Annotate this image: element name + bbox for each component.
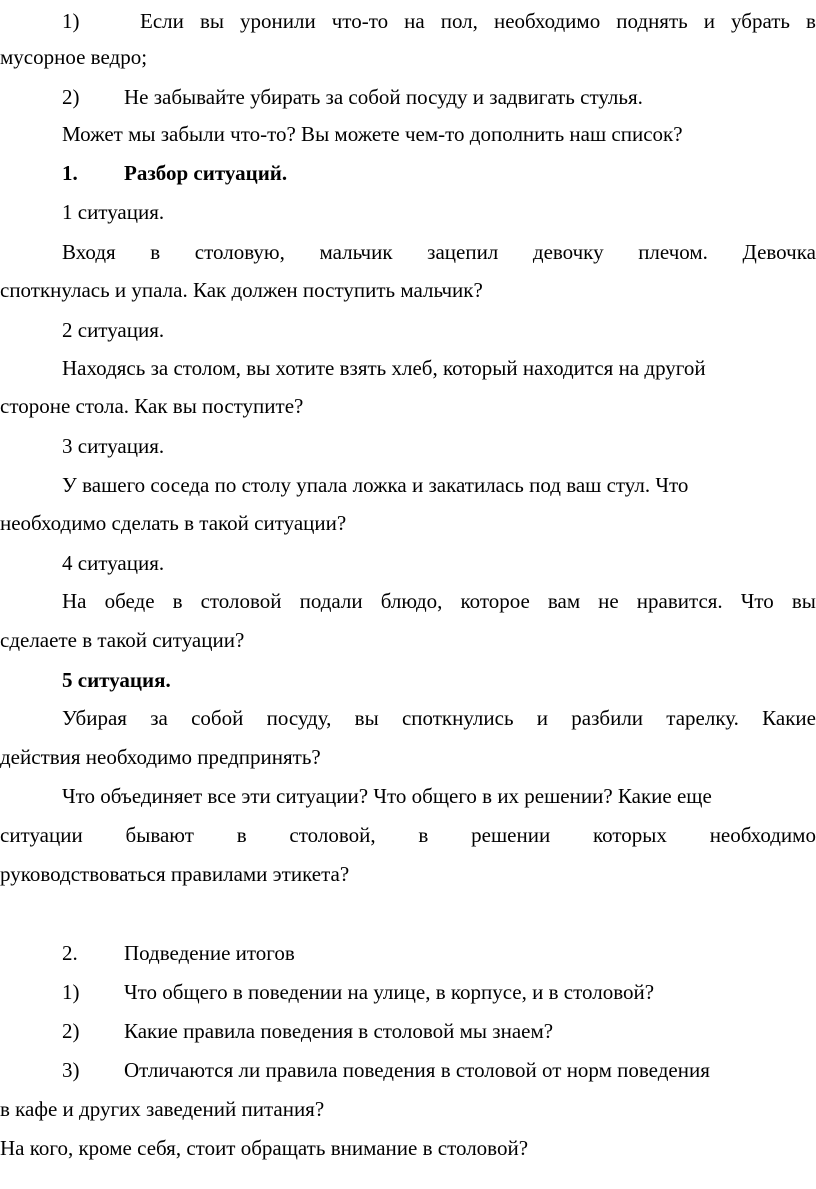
list-number: 2)	[62, 1019, 80, 1043]
word: девочку	[532, 240, 604, 264]
word: в	[236, 823, 247, 847]
word: нравится.	[636, 589, 723, 613]
list-number: 3)	[62, 1058, 80, 1082]
word: поднять	[616, 9, 688, 33]
word: что-то	[331, 9, 389, 33]
word: столовую,	[194, 240, 285, 264]
common-question-line-2	[0, 822, 816, 848]
section-number: 1.	[62, 161, 78, 185]
situation-5-line-2: действия необходимо предпринять?	[0, 745, 321, 769]
word: споткнулись	[401, 706, 514, 730]
word: зацепил	[427, 240, 499, 264]
list-item-text: Не забывайте убирать за собой посуду и задвигать стулья.	[124, 85, 643, 109]
word: Если	[140, 9, 184, 33]
word: посуду,	[266, 706, 332, 730]
word: не	[598, 589, 619, 613]
word: мальчик	[319, 240, 393, 264]
word: за	[150, 706, 168, 730]
word: в	[150, 240, 161, 264]
situation-2-line-2: стороне стола. Как вы поступите?	[0, 394, 304, 418]
word: обеде	[104, 589, 155, 613]
word: Какие	[762, 706, 816, 730]
list-number: 1)	[62, 980, 80, 1004]
word: вы	[791, 589, 816, 613]
word: На	[62, 589, 87, 613]
section-number: 2.	[62, 941, 78, 965]
word: уронили	[240, 9, 316, 33]
section-title: Разбор ситуаций.	[124, 161, 288, 185]
word: в	[418, 823, 429, 847]
situation-1-title: 1 ситуация.	[62, 200, 165, 224]
word: которых	[593, 823, 667, 847]
paragraph-maybe-forgot: Может мы забыли что-то? Вы можете чем-то дополнить наш список?	[62, 122, 683, 146]
situation-2-line-1: Находясь за столом, вы хотите взять хлеб, который находится на другой	[62, 356, 706, 380]
situation-1-line-1	[0, 239, 816, 265]
list-item-1-line-2: мусорное ведро;	[0, 45, 148, 69]
word: Убирая	[62, 706, 127, 730]
word: ситуации	[0, 823, 83, 847]
situation-4-title: 4 ситуация.	[62, 551, 165, 575]
closing-question: На кого, кроме себя, стоит обращать внимание в столовой?	[0, 1136, 529, 1160]
list-item-2	[0, 84, 816, 110]
section-heading-1	[0, 160, 816, 186]
question-text: Отличаются ли правила поведения в столовой от норм поведения	[124, 1058, 710, 1082]
question-3-line-1	[0, 1057, 816, 1083]
common-question-line-1: Что объединяет все эти ситуации? Что общего в их решении? Какие еще	[62, 784, 712, 808]
situation-5-title: 5 ситуация.	[62, 668, 171, 692]
question-text: Какие правила поведения в столовой мы знаем?	[124, 1019, 554, 1043]
question-3-line-2: в кафе и других заведений питания?	[0, 1097, 325, 1121]
question-2	[0, 1018, 816, 1044]
word: Входя	[62, 240, 116, 264]
situation-2-title: 2 ситуация.	[62, 318, 165, 342]
situation-5-line-1	[0, 705, 816, 731]
word: Что	[740, 589, 774, 613]
list-number: 2)	[62, 85, 80, 109]
word: подали	[299, 589, 363, 613]
list-number: 1)	[62, 9, 80, 33]
word: собой	[191, 706, 244, 730]
word: плечом.	[638, 240, 708, 264]
situation-4-line-2: сделаете в такой ситуации?	[0, 628, 245, 652]
word: необходимо	[493, 9, 601, 33]
word: решении	[471, 823, 551, 847]
word: необходимо	[709, 823, 816, 847]
situation-3-line-1: У вашего соседа по столу упала ложка и закатилась под ваш стул. Что	[62, 473, 689, 497]
question-1	[0, 979, 816, 1005]
common-question-line-3: руководствоваться правилами этикета?	[0, 862, 350, 886]
situation-3-line-2: необходимо сделать в такой ситуации?	[0, 511, 347, 535]
word: в	[806, 9, 816, 33]
word: разбили	[571, 706, 644, 730]
situation-3-title: 3 ситуация.	[62, 434, 165, 458]
word: и	[703, 9, 716, 33]
word: которое	[460, 589, 530, 613]
word: тарелку.	[666, 706, 739, 730]
section-heading-2	[0, 940, 816, 966]
word: пол,	[440, 9, 478, 33]
word: вы	[199, 9, 224, 33]
word: вы	[354, 706, 379, 730]
situation-1-line-2: споткнулась и упала. Как должен поступить мальчик?	[0, 278, 483, 302]
word: Девочка	[742, 240, 816, 264]
word: бывают	[125, 823, 194, 847]
situation-4-line-1	[0, 588, 816, 614]
word: убрать	[731, 9, 790, 33]
word: в	[172, 589, 183, 613]
word: на	[404, 9, 425, 33]
word: и	[536, 706, 549, 730]
list-item-1-line-1	[0, 8, 816, 34]
word: блюдо,	[380, 589, 443, 613]
word: столовой,	[289, 823, 376, 847]
question-text: Что общего в поведении на улице, в корпусе, и в столовой?	[124, 980, 655, 1004]
word: вам	[547, 589, 581, 613]
word: столовой	[200, 589, 282, 613]
section-title: Подведение итогов	[124, 941, 295, 965]
